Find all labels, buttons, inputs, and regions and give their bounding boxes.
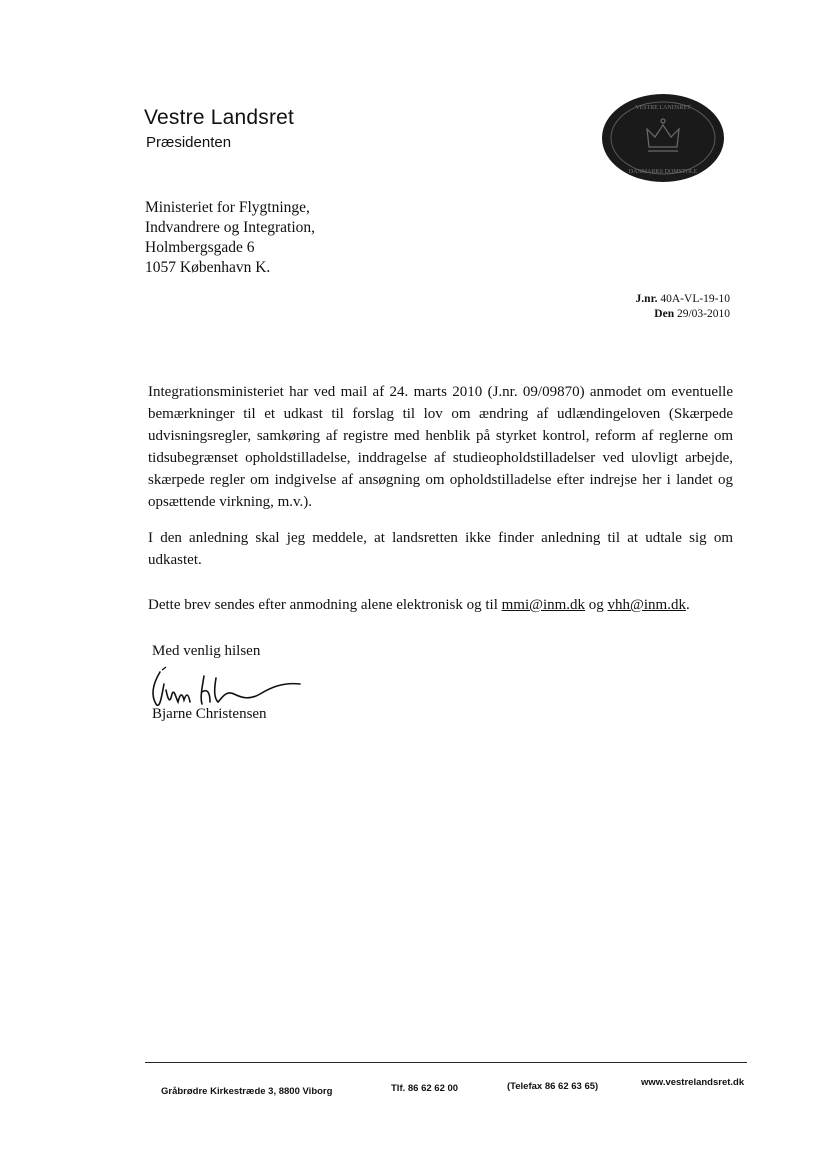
email-link-vhh[interactable]: vhh@inm.dk — [607, 597, 686, 613]
body-paragraph-2: I den anledning skal jeg meddele, at landsretten ikke finder anledning til at udtale sig om udkastet. — [148, 530, 733, 568]
closing-salutation: Med venlig hilsen — [152, 643, 261, 659]
body-paragraph-1: Integrationsministeriet har ved mail af 24. marts 2010 (J.nr. 09/09870) anmodet om eventuelle bemærkninger til et udkast til forslag til lov om ændring af udlændingeloven (Skærpede udvisningsregler, samkøring af registre med henblik på styrket kontrol, reform af reglerne om tidsubegrænset opholdstilladelse, inddragelse af studieopholdstilladelser ved ulovligt arbejde, skærpede regler om indgivelse af ansøgning om opholdstilladelse efter indrejse her i landet og opsættende virkning, m.v.). — [148, 384, 733, 510]
svg-text:VESTRE LANDSRET: VESTRE LANDSRET — [635, 105, 691, 111]
p3-text: Dette brev sendes efter anmodning alene elektronisk og til — [148, 597, 498, 613]
recipient-line: Indvandrere og Integration, — [145, 219, 316, 236]
court-role: Præsidenten — [146, 134, 232, 151]
p3-conjunction: og — [588, 597, 604, 613]
court-name: Vestre Landsret — [144, 106, 295, 129]
footer-phone: Tlf. 86 62 62 00 — [391, 1083, 459, 1094]
recipient-line: Ministeriet for Flygtninge, — [145, 199, 310, 216]
footer-website[interactable]: www.vestrelandsret.dk — [641, 1077, 745, 1088]
journal-number: 40A-VL-19-10 — [660, 293, 730, 305]
journal-number-label: J.nr. — [635, 293, 658, 305]
recipient-address — [145, 198, 315, 278]
recipient-line: Holmbergsgade 6 — [145, 239, 255, 256]
reference-block — [560, 292, 730, 322]
court-seal-icon — [601, 93, 725, 183]
footer-fax: (Telefax 86 62 63 65) — [507, 1081, 599, 1092]
email-link-mmi[interactable]: mmi@inm.dk — [501, 597, 586, 613]
date-label: Den — [654, 308, 675, 320]
footer-divider — [145, 1062, 747, 1063]
p3-period: . — [685, 597, 690, 613]
svg-text:DANMARKS DOMSTOLE: DANMARKS DOMSTOLE — [628, 169, 698, 175]
recipient-line: 1057 København K. — [145, 259, 271, 276]
signer-name: Bjarne Christensen — [152, 706, 267, 722]
letter-date: 29/03-2010 — [676, 308, 730, 320]
body-paragraph-3 — [148, 594, 733, 616]
footer-address: Gråbrødre Kirkestræde 3, 8800 Viborg — [161, 1086, 333, 1097]
